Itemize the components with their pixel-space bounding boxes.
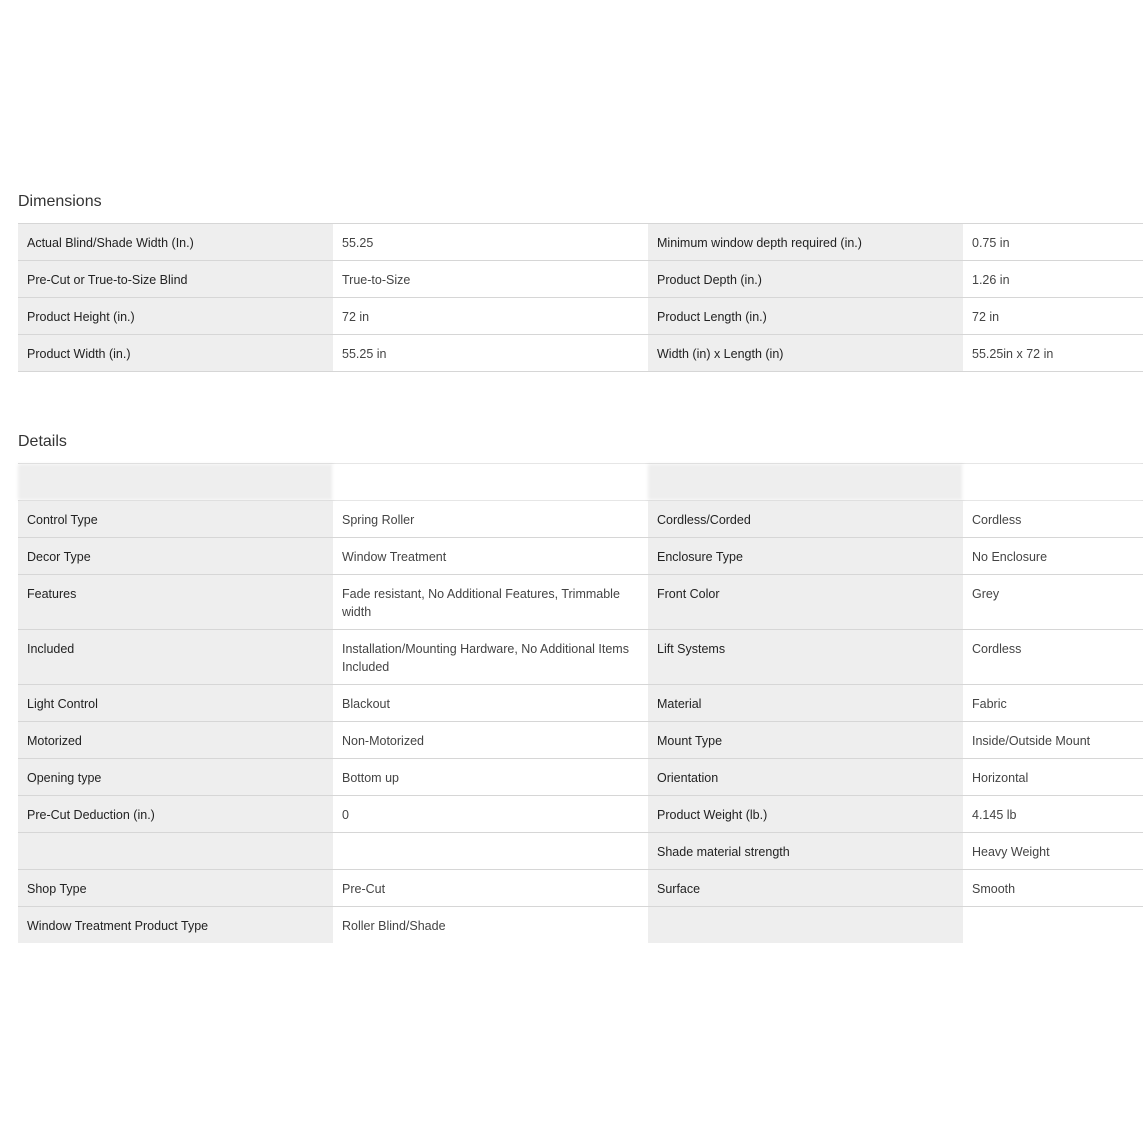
spec-value: Pre-Cut: [333, 870, 648, 907]
spec-row: [18, 261, 1143, 298]
spec-value: True-to-Size: [333, 261, 648, 298]
spec-label: Lift Systems: [648, 630, 963, 685]
spec-value: Spring Roller: [333, 501, 648, 538]
spec-value: Grey: [963, 575, 1143, 630]
spec-label: Included: [18, 630, 333, 685]
spec-value: 72 in: [333, 298, 648, 335]
spec-label: Surface: [648, 870, 963, 907]
spec-value: [963, 464, 1143, 501]
spec-label: Shade material strength: [648, 833, 963, 870]
spec-value: Roller Blind/Shade: [333, 907, 648, 944]
spec-value: 0.75 in: [963, 224, 1143, 261]
spec-value: 1.26 in: [963, 261, 1143, 298]
spec-label: Control Type: [18, 501, 333, 538]
spec-label: Product Depth (in.): [648, 261, 963, 298]
spec-value: Fabric: [963, 685, 1143, 722]
spec-value: 4.145 lb: [963, 796, 1143, 833]
dimensions-table: [18, 223, 1143, 372]
spec-value: No Enclosure: [963, 538, 1143, 575]
spec-value: 55.25in x 72 in: [963, 335, 1143, 372]
spec-label: [18, 833, 333, 870]
spec-label: Decor Type: [18, 538, 333, 575]
spec-label: Material: [648, 685, 963, 722]
spec-row: [18, 833, 1143, 870]
spec-row: [18, 630, 1143, 685]
spec-value: Non-Motorized: [333, 722, 648, 759]
spec-label: Light Control: [18, 685, 333, 722]
spec-row: [18, 907, 1143, 944]
spec-label: Features: [18, 575, 333, 630]
dimensions-heading: Dimensions: [18, 193, 102, 210]
spec-row: [18, 685, 1143, 722]
spec-label: Product Weight (lb.): [648, 796, 963, 833]
spec-value: 0: [333, 796, 648, 833]
spec-label: Pre-Cut or True-to-Size Blind: [18, 261, 333, 298]
details-section: [18, 431, 1143, 943]
spec-row: [18, 538, 1143, 575]
dimensions-section: [18, 191, 1143, 372]
spec-row: [18, 224, 1143, 261]
spec-value: Bottom up: [333, 759, 648, 796]
spec-label: [648, 907, 963, 944]
spec-label: Mount Type: [648, 722, 963, 759]
spec-label: Window Treatment Product Type: [18, 907, 333, 944]
spec-label: Shop Type: [18, 870, 333, 907]
spec-value: Blackout: [333, 685, 648, 722]
spec-value: [333, 464, 648, 501]
spec-row: [18, 796, 1143, 833]
spec-row: [18, 335, 1143, 372]
spec-value: Window Treatment: [333, 538, 648, 575]
spec-row: [18, 870, 1143, 907]
spec-value: [333, 833, 648, 870]
spec-label: Width (in) x Length (in): [648, 335, 963, 372]
spec-label: Opening type: [18, 759, 333, 796]
spec-value: Heavy Weight: [963, 833, 1143, 870]
spec-row: [18, 722, 1143, 759]
spec-row-obscured: [18, 464, 1143, 501]
spec-value: Horizontal: [963, 759, 1143, 796]
details-table: [18, 463, 1143, 943]
spec-value: Cordless: [963, 630, 1143, 685]
spec-label: Actual Blind/Shade Width (In.): [18, 224, 333, 261]
spec-label: Enclosure Type: [648, 538, 963, 575]
spec-label: Cordless/Corded: [648, 501, 963, 538]
spec-label: Minimum window depth required (in.): [648, 224, 963, 261]
spec-row: [18, 575, 1143, 630]
spec-value: 55.25: [333, 224, 648, 261]
spec-label: Orientation: [648, 759, 963, 796]
spec-value: Inside/Outside Mount: [963, 722, 1143, 759]
spec-value: 72 in: [963, 298, 1143, 335]
spec-label: Product Width (in.): [18, 335, 333, 372]
spec-row: [18, 298, 1143, 335]
spec-label: Front Color: [648, 575, 963, 630]
spec-label: Product Height (in.): [18, 298, 333, 335]
spec-label: Product Length (in.): [648, 298, 963, 335]
spec-value: 55.25 in: [333, 335, 648, 372]
spec-label: Pre-Cut Deduction (in.): [18, 796, 333, 833]
spec-value: Fade resistant, No Additional Features, Trimmable width: [333, 575, 648, 630]
spec-row: [18, 501, 1143, 538]
spec-value: Smooth: [963, 870, 1143, 907]
spec-label: Motorized: [18, 722, 333, 759]
spec-value: [963, 907, 1143, 944]
spec-value: Cordless: [963, 501, 1143, 538]
spec-value: Installation/Mounting Hardware, No Additional Items Included: [333, 630, 648, 685]
spec-label: [18, 464, 333, 501]
spec-label: [648, 464, 963, 501]
details-heading: Details: [18, 433, 67, 450]
spec-row: [18, 759, 1143, 796]
